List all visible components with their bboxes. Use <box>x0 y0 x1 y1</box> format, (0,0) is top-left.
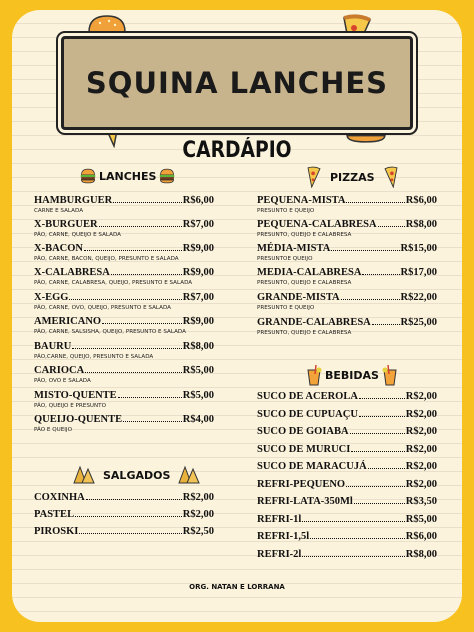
list-item <box>257 292 437 312</box>
pizza-slice-icon <box>305 166 323 188</box>
item-price: R$3,50 <box>405 496 437 507</box>
snack-icon <box>177 465 201 485</box>
list-item <box>34 292 214 312</box>
section-header-salgados <box>72 465 201 485</box>
list-item <box>257 195 437 215</box>
burger-icon <box>80 168 96 184</box>
list-item <box>34 414 214 434</box>
item-description: PRESUNTO, QUEIJO E CALABRESA <box>257 280 352 286</box>
item-description: PRESUNTO E QUEIJO <box>257 208 315 214</box>
item-name: PASTEL <box>34 509 75 520</box>
list-item <box>257 317 437 337</box>
list-item <box>257 514 437 526</box>
item-price: R$6,00 <box>405 195 437 206</box>
item-name: REFRI-1l <box>257 514 302 525</box>
item-description: PRESUNTO E QUEIJO <box>257 305 315 311</box>
item-price: R$2,00 <box>182 509 214 520</box>
item-name: SUCO DE CUPUAÇU <box>257 409 358 420</box>
item-name: SUCO DE ACEROLA <box>257 391 358 402</box>
item-price: R$25,00 <box>400 317 437 328</box>
list-item <box>257 391 437 403</box>
item-description: PÃO, OVO E SALADA <box>34 378 91 384</box>
item-price: R$9,00 <box>182 267 214 278</box>
item-description: PRESUNTOE QUEIJO <box>257 256 313 262</box>
item-price: R$5,00 <box>182 390 214 401</box>
menu-card <box>12 10 462 622</box>
item-price: R$2,00 <box>405 461 437 472</box>
item-price: R$2,00 <box>405 479 437 490</box>
item-name: SUCO DE GOIABA <box>257 426 349 437</box>
item-price: R$2,00 <box>405 444 437 455</box>
item-name: GRANDE-MISTA <box>257 292 340 303</box>
item-description: PÃO, CARNE, BACON, QUEIJO, PRESUNTO E SALADA <box>34 256 179 262</box>
item-description: PÃO,CARNE, QUEIJO, PRESUNTO E SALADA <box>34 354 154 360</box>
list-item <box>257 479 437 491</box>
item-name: REFRI-PEQUENO <box>257 479 346 490</box>
list-item <box>34 341 214 361</box>
list-item <box>34 243 214 263</box>
item-description: PÃO, CARNE, QUEIJO E SALADA <box>34 232 122 238</box>
item-description: PÃO, CARNE, SALSISHA, QUEIJO, PRESUNTO E SALADA <box>34 329 186 335</box>
section-title: PIZZAS <box>330 170 375 184</box>
list-item <box>34 509 214 521</box>
item-name: MÉDIA-MISTA <box>257 243 331 254</box>
item-description: PÃO E QUEIJO <box>34 427 72 433</box>
item-description: PRESUNTO, QUEIJO E CALABRESA <box>257 330 352 336</box>
item-price: R$2,00 <box>405 426 437 437</box>
item-name: MISTO-QUENTE <box>34 390 117 401</box>
item-price: R$7,00 <box>182 219 214 230</box>
item-name: PEQUENA-CALABRESA <box>257 219 377 230</box>
list-item <box>257 531 437 543</box>
item-name: X-BURGUER <box>34 219 98 230</box>
item-price: R$9,00 <box>182 243 214 254</box>
item-name: REFRI-LATA-350Ml <box>257 496 353 507</box>
drink-icon <box>382 364 398 386</box>
drink-icon <box>306 364 322 386</box>
snack-icon <box>72 465 96 485</box>
list-item <box>257 549 437 561</box>
list-item <box>257 243 437 263</box>
list-item <box>257 444 437 456</box>
item-price: R$2,00 <box>405 391 437 402</box>
section-title: SALGADOS <box>103 468 171 482</box>
list-item <box>34 526 214 538</box>
item-name: REFRI-2l <box>257 549 302 560</box>
list-item <box>34 219 214 239</box>
item-name: AMERICANO <box>34 316 102 327</box>
list-item <box>34 195 214 215</box>
item-price: R$8,00 <box>182 341 214 352</box>
section-title: LANCHES <box>99 169 157 183</box>
item-name: PEQUENA-MISTA <box>257 195 346 206</box>
title-box <box>61 36 413 130</box>
pizza-slice-icon <box>382 166 400 188</box>
list-item <box>34 316 214 336</box>
item-price: R$2,00 <box>182 492 214 503</box>
section-header-lanches <box>80 168 175 184</box>
list-item <box>257 219 437 239</box>
item-name: CARIOCA <box>34 365 85 376</box>
burger-icon <box>159 168 175 184</box>
page-title: SQUINA LANCHES <box>85 66 389 100</box>
item-price: R$2,50 <box>182 526 214 537</box>
item-name: REFRI-1,5l <box>257 531 310 542</box>
list-item <box>34 492 214 504</box>
item-price: R$6,00 <box>182 195 214 206</box>
item-name: HAMBURGUER <box>34 195 113 206</box>
item-description: PRESUNTO, QUEIJO E CALABRESA <box>257 232 352 238</box>
item-name: SUCO DE MARACUJÁ <box>257 461 367 472</box>
item-price: R$22,00 <box>400 292 437 303</box>
item-price: R$2,00 <box>405 409 437 420</box>
item-price: R$8,00 <box>405 549 437 560</box>
item-price: R$5,00 <box>182 365 214 376</box>
footer-credits: ORG. NATAN E LORRANA <box>189 583 285 591</box>
item-price: R$17,00 <box>400 267 437 278</box>
item-name: COXINHA <box>34 492 85 503</box>
item-description: PÃO, QUEIJO E PRESUNTO <box>34 403 106 409</box>
item-name: X-BACON <box>34 243 83 254</box>
item-price: R$15,00 <box>400 243 437 254</box>
item-name: PIROSKI <box>34 526 79 537</box>
list-item <box>34 390 214 410</box>
list-item <box>257 426 437 438</box>
item-description: PÃO, CARNE, OVO, QUEIJO, PRESUNTO E SALADA <box>34 305 171 311</box>
item-name: X-EGG <box>34 292 69 303</box>
item-name: MEDIA-CALABRESA <box>257 267 362 278</box>
item-price: R$7,00 <box>182 292 214 303</box>
item-name: SUCO DE MURUCI <box>257 444 351 455</box>
item-name: BAURU <box>34 341 72 352</box>
list-item <box>257 267 437 287</box>
list-item <box>257 409 437 421</box>
item-name: X-CALABRESA <box>34 267 110 278</box>
page-subtitle: CARDÁPIO <box>182 138 292 163</box>
item-price: R$6,00 <box>405 531 437 542</box>
item-price: R$8,00 <box>405 219 437 230</box>
item-description: CARNE E SALADA <box>34 208 84 214</box>
item-price: R$5,00 <box>405 514 437 525</box>
section-header-pizzas <box>305 166 400 188</box>
item-name: GRANDE-CALABRESA <box>257 317 371 328</box>
item-price: R$9,00 <box>182 316 214 327</box>
list-item <box>34 267 214 287</box>
item-price: R$4,00 <box>182 414 214 425</box>
list-item <box>34 365 214 385</box>
item-name: QUEIJO-QUENTE <box>34 414 123 425</box>
list-item <box>257 496 437 508</box>
item-description: PÃO, CARNE, CALABRESA, QUEIJO, PRESUNTO E SALADA <box>34 280 193 286</box>
list-item <box>257 461 437 473</box>
section-header-bebidas <box>306 364 398 386</box>
section-title: BEBIDAS <box>325 368 379 382</box>
